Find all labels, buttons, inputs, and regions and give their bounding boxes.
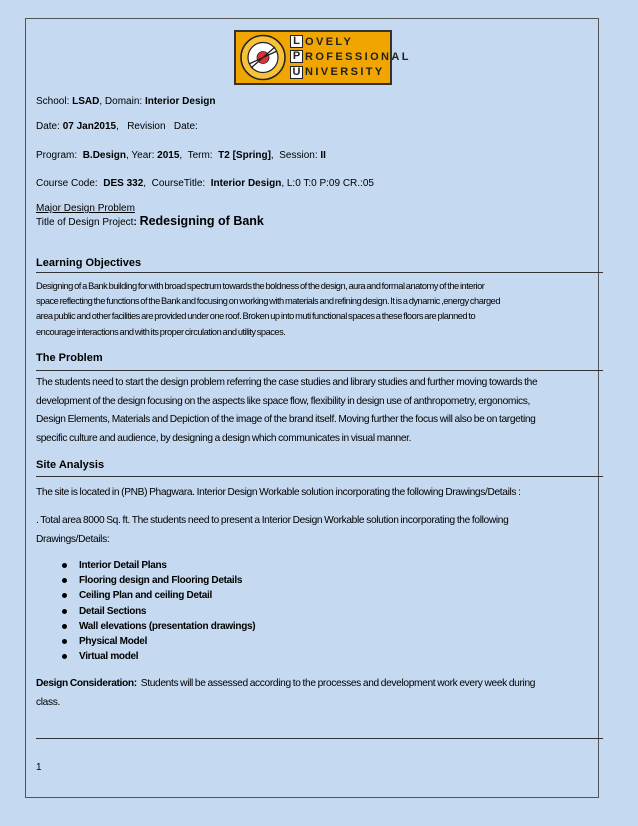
- divider: [36, 370, 603, 371]
- bullet-icon: [62, 578, 67, 583]
- list-item: Ceiling Plan and ceiling Detail: [62, 588, 255, 603]
- design-consideration-text: Design Consideration: Students will be assessed according to the processes and development work every week during class.: [36, 678, 536, 708]
- learning-objectives-heading: Learning Objectives: [36, 257, 142, 269]
- program-line: Program: B.Design, Year: 2015, Term: T2 [Spring], Session: II: [36, 150, 326, 161]
- university-seal-icon: [239, 34, 287, 81]
- major-design-problem-label: Major Design Problem: [36, 203, 135, 214]
- list-item: Virtual model: [62, 649, 255, 664]
- date-line: Date: 07 Jan2015, Revision Date:: [36, 121, 198, 132]
- site-analysis-heading: Site Analysis: [36, 459, 105, 471]
- list-item: Detail Sections: [62, 604, 255, 619]
- logo-row-professional: P ROFESSIONAL: [290, 49, 411, 64]
- divider: [36, 476, 603, 477]
- list-item: Physical Model: [62, 634, 255, 649]
- bullet-icon: [62, 563, 67, 568]
- course-line: Course Code: DES 332, CourseTitle: Interior Design, L:0 T:0 P:09 CR.:05: [36, 178, 374, 189]
- list-item: Flooring design and Flooring Details: [62, 573, 255, 588]
- list-item: Interior Detail Plans: [62, 558, 255, 573]
- university-logo: [234, 30, 411, 85]
- design-consideration-label: Design Consideration:: [36, 678, 137, 689]
- school-line: School: LSAD, Domain: Interior Design: [36, 96, 216, 107]
- project-title: Redesigning of Bank: [139, 214, 264, 228]
- bullet-icon: [62, 654, 67, 659]
- bullet-icon: [62, 639, 67, 644]
- list-item: Wall elevations (presentation drawings): [62, 619, 255, 634]
- problem-text: The students need to start the design problem referring the case studies and library studies and further moving towards the development of the design focusing on the aspects like space flow, flexibility in design use of anthropometry, ergonomics, Design Elements, Materials and Depiction of the image of the brand itself. Moving further the focus will also be on targeting specific culture and audience, by designing a design which communicates in visual manner.: [36, 377, 538, 444]
- bullet-icon: [62, 593, 67, 598]
- site-location-text: The site is located in (PNB) Phagwara. Interior Design Workable solution incorporating the following Drawings/Details :: [36, 487, 521, 498]
- project-title-line: Title of Design Project: Redesigning of Bank: [36, 214, 264, 228]
- logo-row-university: U NIVERSITY: [290, 65, 411, 80]
- logo-row-lovely: L OVELY: [290, 34, 411, 49]
- problem-heading: The Problem: [36, 352, 103, 364]
- site-area-text: . Total area 8000 Sq. ft. The students need to present a Interior Design Workable solution incorporating the following Drawings/Details:: [36, 515, 509, 545]
- divider: [36, 272, 603, 273]
- drawings-list: [62, 558, 255, 664]
- page-number: 1: [36, 762, 42, 773]
- footer-divider: [36, 738, 603, 739]
- learning-objectives-text: Designing of a Bank building for with broad spectrum towards the boldness of the design, aura and formal anatomy of the interior space reflecting the functions of the Bank and focusing on working with materials and refining design. It is a dynamic ,energy charged area public and other facilities are provided under one roof. Broken up into muti functional spaces a these floors are planned to encourage interactions and with its proper circulation and utility spaces.: [36, 281, 500, 337]
- bullet-icon: [62, 609, 67, 614]
- bullet-icon: [62, 624, 67, 629]
